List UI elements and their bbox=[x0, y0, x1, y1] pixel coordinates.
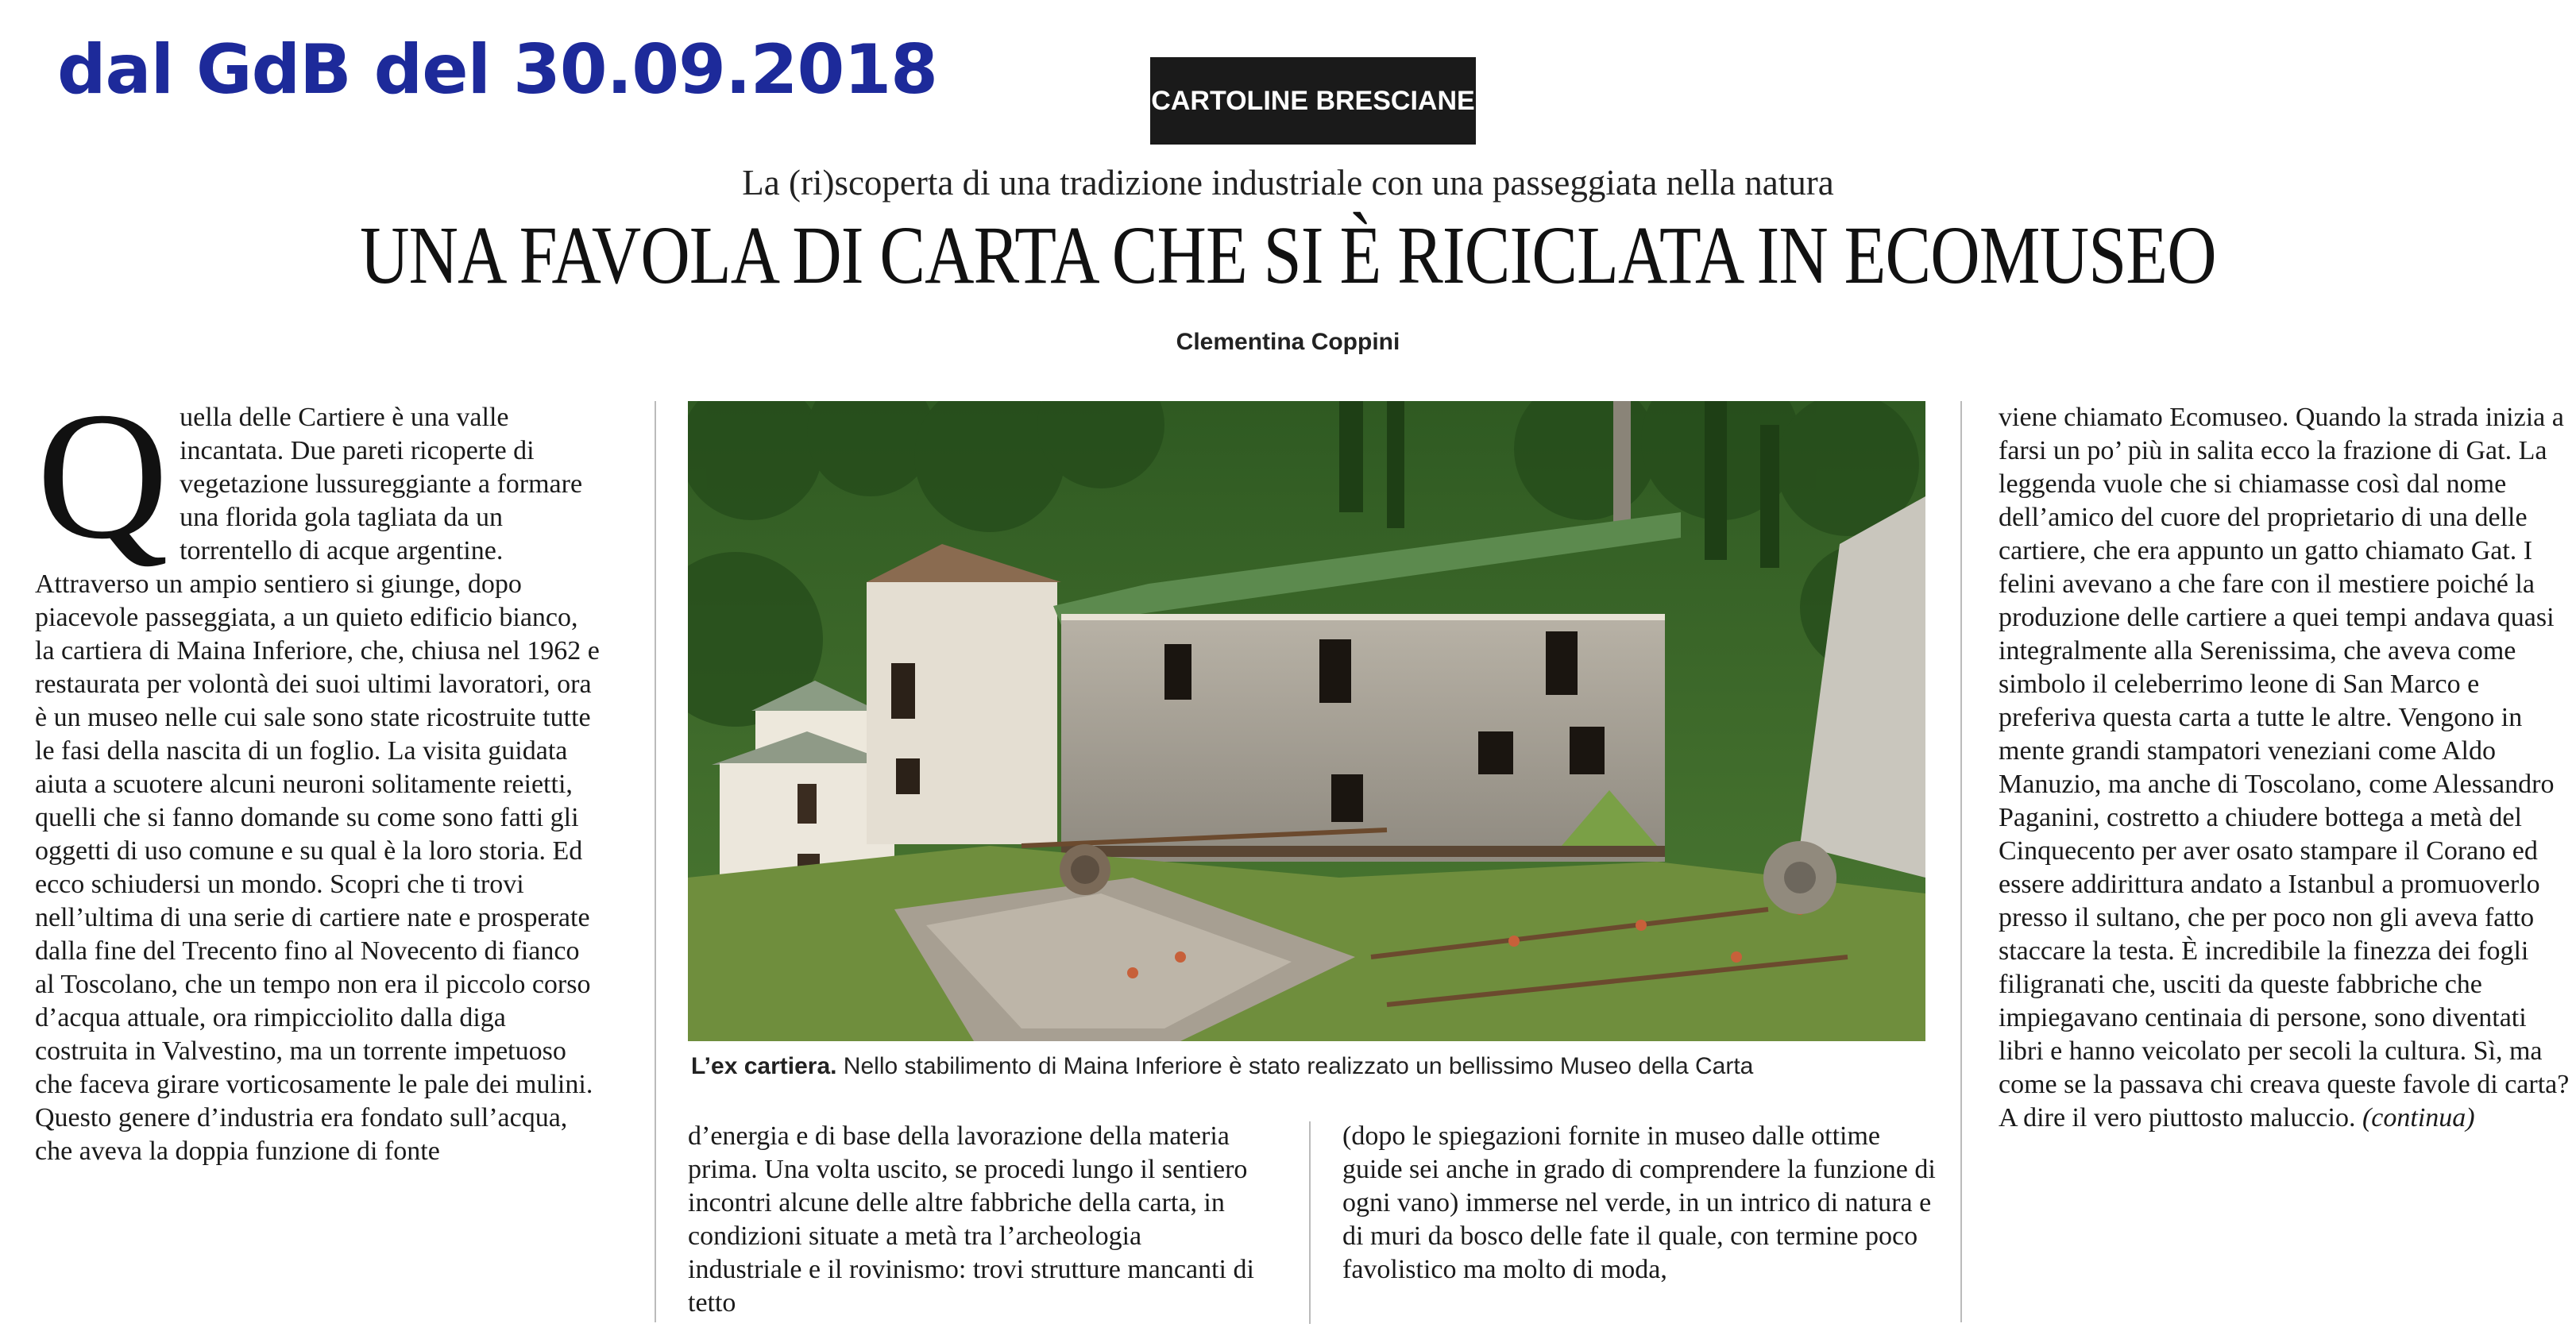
article-kicker: La (ri)scoperta di una tradizione industriale con una passeggiata nella natura bbox=[742, 163, 1834, 203]
column-2-text: d’energia e di base della lavorazione della materia prima. Una volta uscito, se procedi lungo il sentiero incontri alcune delle altre fabbriche della carta, in condizioni situate a metà tra l’archeologia industriale e il rovinismo: trovi strutture mancanti di tetto bbox=[688, 1121, 1254, 1318]
drop-cap: Q bbox=[37, 401, 169, 577]
column-rule bbox=[1309, 1121, 1311, 1324]
photo-illustration bbox=[688, 401, 1925, 1041]
column-1-text: uella delle Cartiere è una valle incantata. Due pareti ricoperte di vegetazione lussureggiante a formare una florida gola tagliata da un torrentello di acque argentine. Attraverso un ampio sentiero si giunge, dopo piacevole passeggiata, a un quieto edificio bianco, la cartiera di Maina Inferiore, che, chiusa nel 1962 e restaurata per volontà dei suoi ultimi lavoratori, ora è un museo nelle cui sale sono state ricostruite tutte le fasi della nascita di un foglio. La visita guidata aiuta a scuotere alcuni neuroni solitamente reietti, quelli che si fanno domande su come sono fatti gli oggetti di uso comune e su qual è la loro storia. Ed ecco schiudersi un mondo. Scopri che ti trovi nell’ultima di una serie di cartiere nate e prosperate dalla fine del Trecento fino al Novecento di fianco al Toscolano, che un tempo non era il piccolo corso d’acqua attuale, ora rimpicciolito dalla diga costruita in Valvestino, ma un torrente impetuoso che faceva girare vorticosamente le pale dei mulini. Questo genere d’industria era fondato sull’acqua, che aveva la doppia funzione di fonte bbox=[35, 403, 600, 1166]
source-label: dal GdB del 30.09.2018 bbox=[57, 30, 938, 110]
article-headline: UNA FAVOLA DI CARTA CHE SI È RICICLATA IN ECOMUSEO bbox=[360, 210, 2216, 301]
article-column-3 bbox=[1342, 1120, 1946, 1326]
article-byline: Clementina Coppini bbox=[1176, 329, 1400, 355]
article-column-2 bbox=[688, 1120, 1260, 1326]
article-photo bbox=[688, 401, 1925, 1041]
caption-title: L’ex cartiera. bbox=[691, 1053, 837, 1079]
article-column-4 bbox=[1999, 401, 2572, 1322]
section-rubric: CARTOLINE BRESCIANE bbox=[1150, 57, 1476, 145]
continua-marker: (continua) bbox=[2362, 1103, 2475, 1133]
column-3-text: (dopo le spiegazioni fornite in museo dalle ottime guide sei anche in grado di comprendere la funzione di ogni vano) immerse nel verde, in un intrico di natura e di muri da bosco delle fate il quale, con termine poco favolistico ma molto di moda, bbox=[1342, 1121, 1936, 1284]
column-rule bbox=[655, 401, 656, 1322]
column-4-text: viene chiamato Ecomuseo. Quando la strada inizia a farsi un po’ più in salita ecco la frazione di Gat. La leggenda vuole che si chiamasse così dal nome dell’amico del cuore del proprietario di una delle cartiere, che era appunto un gatto chiamato Gat. I felini avevano a che fare con il mestiere poiché la produzione delle cartiere a quei tempi andava quasi integralmente alla Serenissima, che aveva come simbolo il celeberrimo leone di San Marco e preferiva questa carta a tutte le altre. Vengono in mente grandi stampatori veneziani come Aldo Manuzio, ma anche di Toscolano, come Alessandro Paganini, costretto a chiudere bottega a metà del Cinquecento per aver osato stampare il Corano ed essere addirittura andato a Istanbul a promuoverlo presso il sultano, che per poco non gli aveva fatto staccare la testa. È incredibile la finezza dei fogli filigranati che, usciti da queste fabbriche che impiegavano centinaia di persone, sono diventati libri e hanno veicolato per secoli la cultura. Sì, ma come se la passava chi creava queste favole di carta? A dire il vero piuttosto maluccio. bbox=[1999, 403, 2570, 1133]
article-column-1 bbox=[35, 401, 601, 1322]
caption-text: Nello stabilimento di Maina Inferiore è stato realizzato un bellissimo Museo della Carta bbox=[836, 1053, 1754, 1079]
photo-caption bbox=[691, 1053, 1930, 1080]
column-rule bbox=[1960, 401, 1962, 1322]
